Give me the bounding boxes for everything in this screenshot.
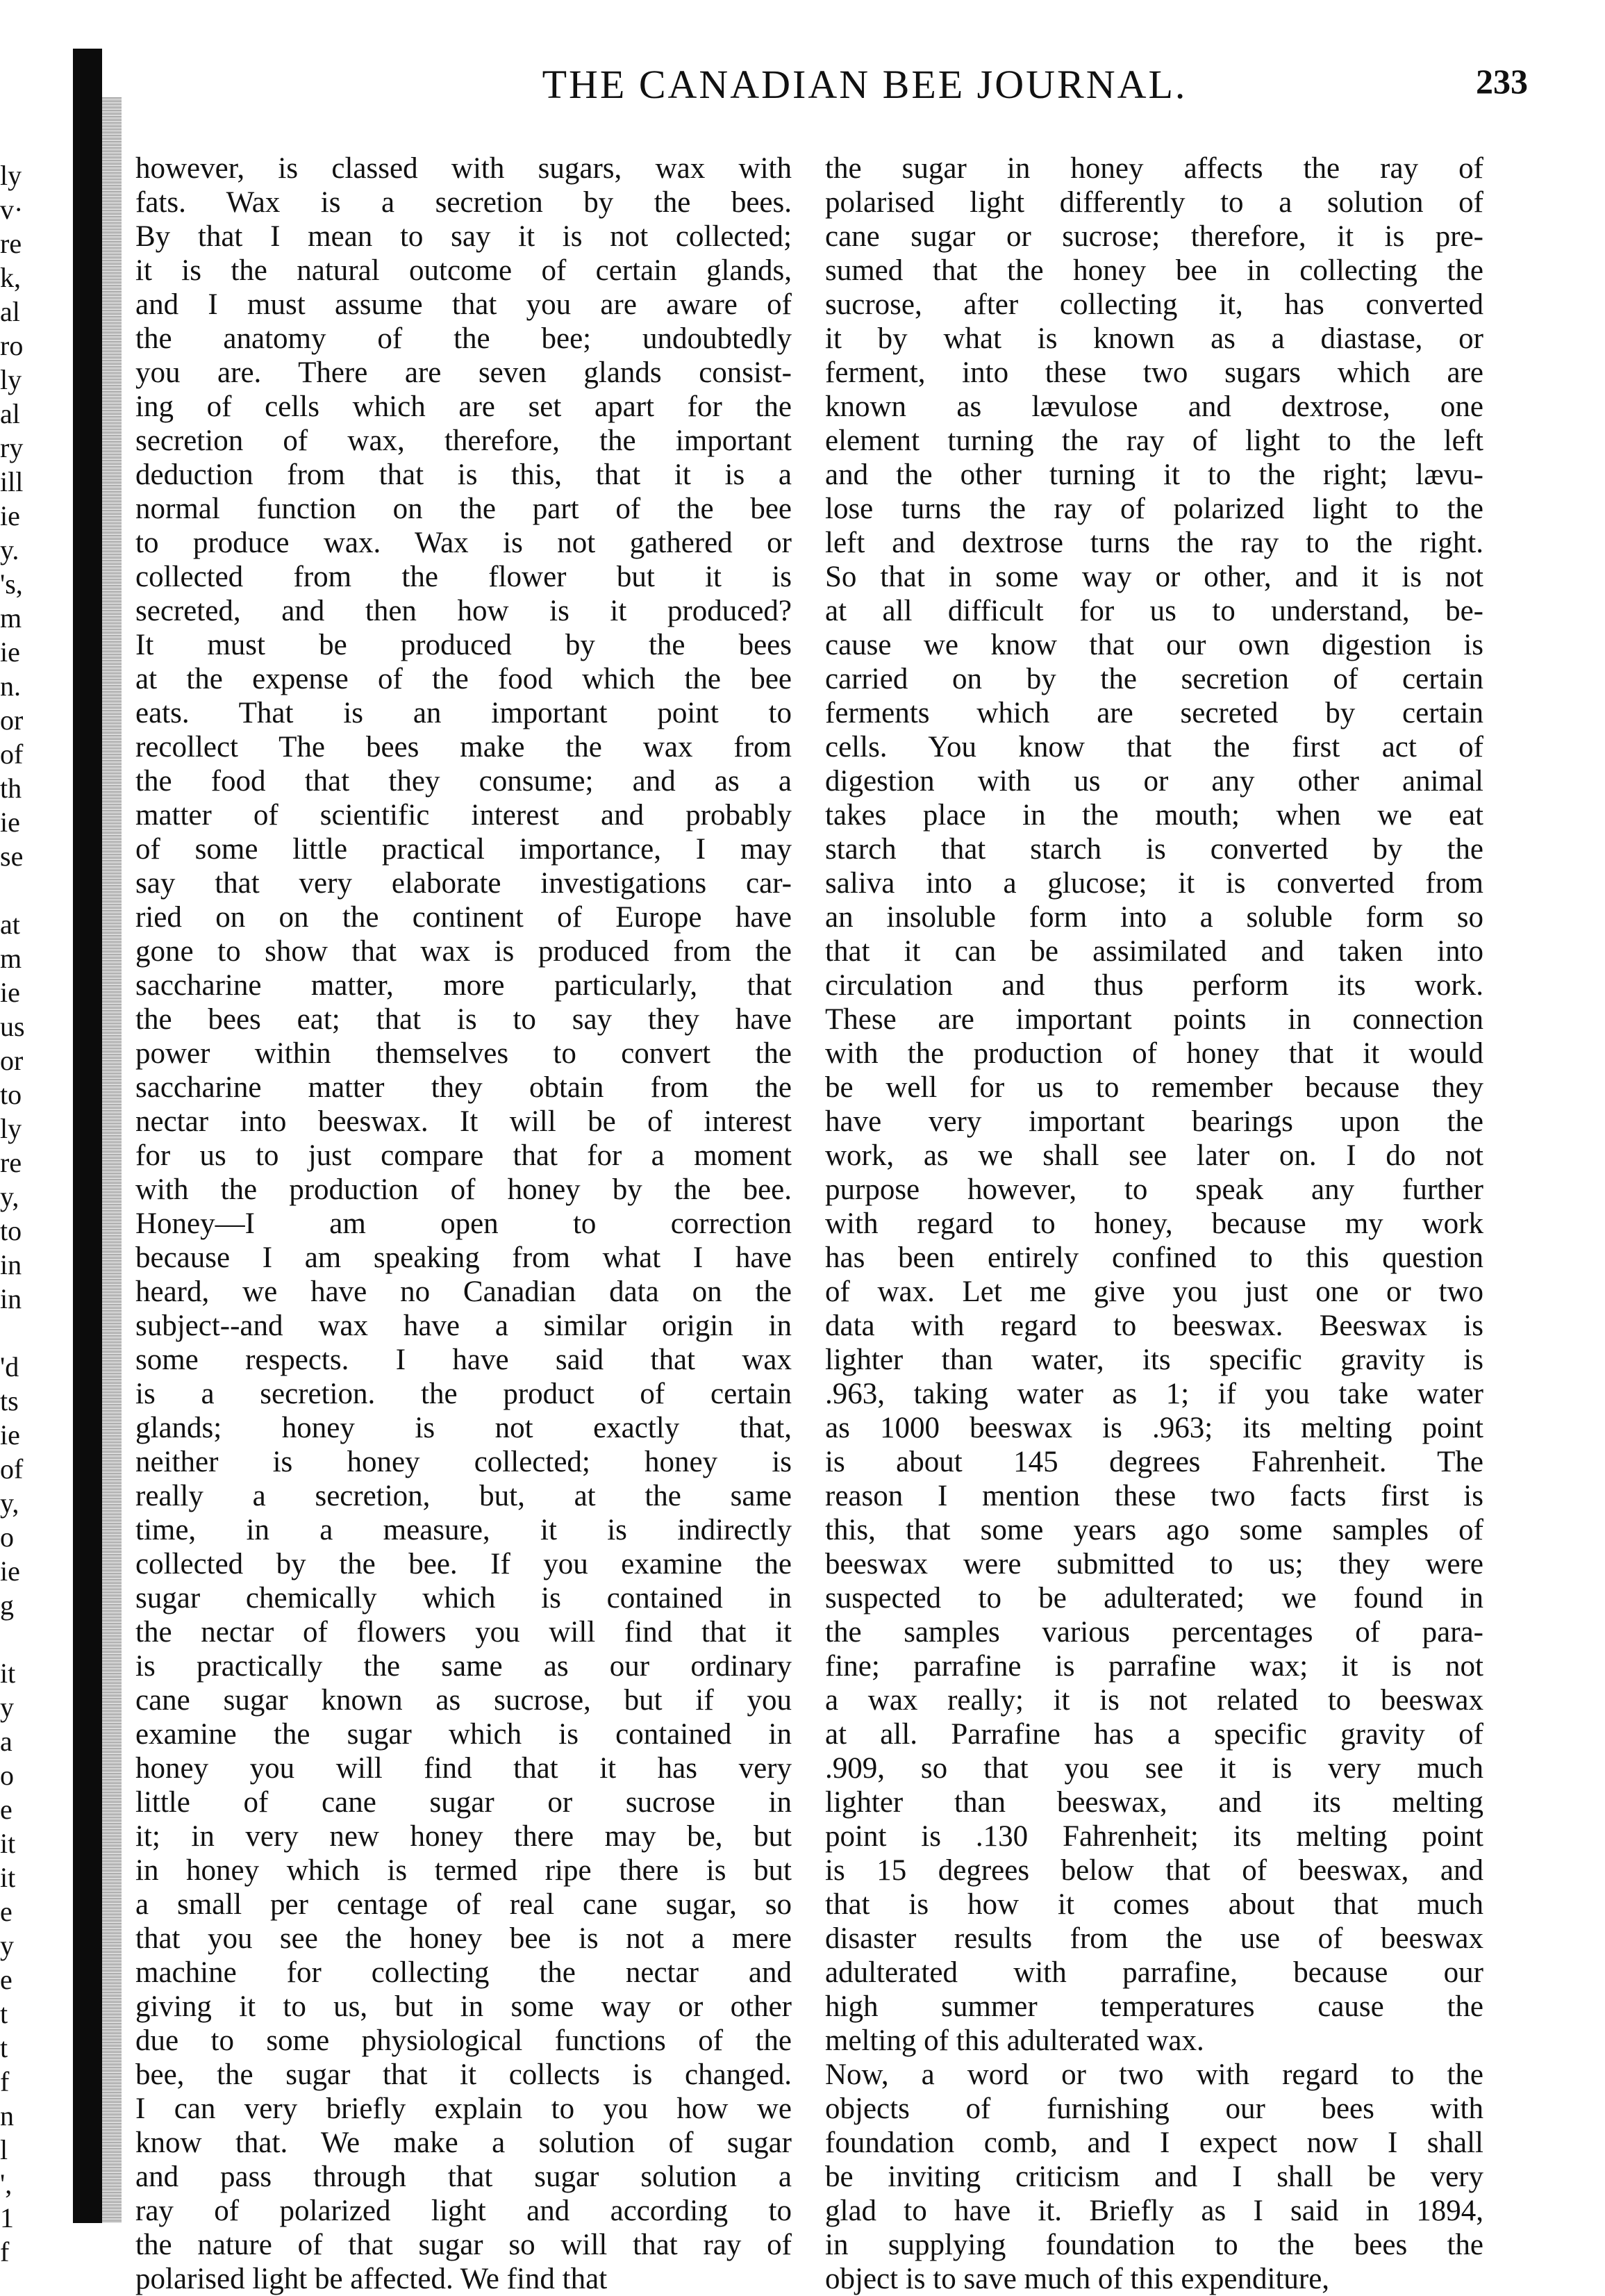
text-line: know that. We make a solution of sugar: [135, 2126, 792, 2159]
text-line: Now, a word or two with regard to the: [825, 2058, 1483, 2091]
text-line: sugar chemically which is contained in: [135, 1582, 792, 1614]
margin-fragment: or: [0, 704, 24, 736]
margin-fragment: o: [0, 1521, 14, 1553]
text-line: at all difficult for us to understand, be-: [825, 595, 1483, 627]
text-line: is 15 degrees below that of beeswax, and: [825, 1854, 1483, 1887]
page-header: [125, 61, 1528, 117]
text-line: with the production of honey by the bee.: [135, 1173, 792, 1206]
previous-page-margin-fragments: [0, 158, 69, 2269]
margin-fragment: g: [0, 1589, 14, 1621]
text-line: have very important bearings upon the: [825, 1105, 1483, 1138]
running-head: THE CANADIAN BEE JOURNAL.: [542, 62, 1188, 107]
text-line: due to some physiological functions of the: [135, 2024, 792, 2057]
margin-fragment: ry: [0, 432, 24, 463]
text-line: takes place in the mouth; when we eat: [825, 799, 1483, 832]
text-line: as 1000 beeswax is .963; its melting point: [825, 1412, 1483, 1444]
text-line: .963, taking water as 1; if you take water: [825, 1378, 1483, 1410]
page-number: 233: [1476, 62, 1528, 101]
text-line: saccharine matter, more particularly, that: [135, 969, 792, 1002]
margin-fragment: ie: [0, 1419, 20, 1451]
text-line: reason I mention these two facts first is: [825, 1480, 1483, 1512]
margin-fragment: e: [0, 1794, 13, 1825]
text-line: matter of scientific interest and probably: [135, 799, 792, 832]
text-line: the bees eat; that is to say they have: [135, 1003, 792, 1036]
text-line: because I am speaking from what I have: [135, 1241, 792, 1274]
text-line: element turning the ray of light to the left: [825, 424, 1483, 457]
text-line: foundation comb, and I expect now I shall: [825, 2126, 1483, 2159]
text-line: the nature of that sugar so will that ray of: [135, 2229, 792, 2261]
text-line: I can very briefly explain to you how we: [135, 2092, 792, 2125]
text-line: melting of this adulterated wax.: [825, 2024, 1204, 2057]
text-line: normal function on the part of the bee: [135, 493, 792, 525]
margin-fragment: ',: [0, 2168, 13, 2199]
text-line: object is to save much of this expenditure,: [825, 2263, 1330, 2295]
text-line: circulation and thus perform its work.: [825, 969, 1483, 1002]
text-line: be inviting criticism and I shall be very: [825, 2161, 1483, 2193]
margin-fragment: y.: [0, 534, 19, 565]
text-line: it is the natural outcome of certain glands,: [135, 254, 792, 287]
text-line: objects of furnishing our bees with: [825, 2092, 1483, 2125]
text-line: nectar into beeswax. It will be of interest: [135, 1105, 792, 1138]
text-line: for us to just compare that for a moment: [135, 1139, 792, 1172]
margin-fragment: to: [0, 1079, 22, 1110]
text-line: say that very elaborate investigations car-: [135, 867, 792, 900]
left-text-column: [135, 151, 792, 2296]
margin-fragment: ly: [0, 364, 22, 395]
text-line: that is how it comes about that much: [825, 1888, 1483, 1921]
text-line: really a secretion, but, at the same: [135, 1480, 792, 1512]
text-line: gone to show that wax is produced from the: [135, 935, 792, 968]
text-line: power within themselves to convert the: [135, 1037, 792, 1070]
text-line: is practically the same as our ordinary: [135, 1650, 792, 1683]
text-line: bee, the sugar that it collects is changed.: [135, 2058, 792, 2091]
margin-fragment: at: [0, 909, 20, 940]
text-line: ried on on the continent of Europe have: [135, 901, 792, 934]
margin-fragment: it: [0, 1658, 16, 1689]
text-line: of wax. Let me give you just one or two: [825, 1275, 1483, 1308]
margin-fragment: v·: [0, 194, 24, 225]
margin-fragment: [0, 1622, 69, 1656]
text-line: high summer temperatures cause the: [825, 1990, 1483, 2023]
margin-fragment: us: [0, 1011, 25, 1042]
text-line: and pass through that sugar solution a: [135, 2161, 792, 2193]
text-line: secretion of wax, therefore, the important: [135, 424, 792, 457]
text-line: saccharine matter they obtain from the: [135, 1071, 792, 1104]
text-line: So that in some way or other, and it is not: [825, 561, 1483, 593]
text-line: that it can be assimilated and taken into: [825, 935, 1483, 968]
text-line: lighter than beeswax, and its melting: [825, 1786, 1483, 1819]
margin-fragment: al: [0, 398, 20, 429]
text-line: fine; parrafine is parrafine wax; it is not: [825, 1650, 1483, 1683]
margin-fragment: of: [0, 1453, 24, 1485]
margin-fragment: k,: [0, 262, 21, 293]
margin-fragment: n.: [0, 670, 21, 702]
text-line: neither is honey collected; honey is: [135, 1446, 792, 1478]
margin-fragment: f: [0, 2066, 10, 2097]
binding-edge: [102, 97, 122, 2223]
margin-fragment: ill: [0, 466, 24, 497]
text-line: polarised light differently to a solution of: [825, 186, 1483, 219]
text-line: and I must assume that you are aware of: [135, 288, 792, 321]
margin-fragment: al: [0, 296, 20, 327]
text-line: an insoluble form into a soluble form so: [825, 901, 1483, 934]
margin-fragment: a: [0, 1726, 13, 1757]
text-line: purpose however, to speak any further: [825, 1173, 1483, 1206]
text-line: left and dextrose turns the ray to the right.: [825, 527, 1483, 559]
text-line: the sugar in honey affects the ray of: [825, 152, 1483, 185]
margin-fragment: to: [0, 1215, 22, 1246]
text-line: Honey—I am open to correction: [135, 1207, 792, 1240]
text-line: subject--and wax have a similar origin in: [135, 1310, 792, 1342]
text-line: time, in a measure, it is indirectly: [135, 1514, 792, 1546]
text-line: heard, we have no Canadian data on the: [135, 1275, 792, 1308]
margin-fragment: 'd: [0, 1351, 19, 1382]
text-line: with regard to honey, because my work: [825, 1207, 1483, 1240]
text-line: secreted, and then how is it produced?: [135, 595, 792, 627]
text-line: machine for collecting the nectar and: [135, 1956, 792, 1989]
text-line: has been entirely confined to this question: [825, 1241, 1483, 1274]
margin-fragment: ie: [0, 807, 20, 838]
text-line: cane sugar or sucrose; therefore, it is pre-: [825, 220, 1483, 253]
text-line: disaster results from the use of beeswax: [825, 1922, 1483, 1955]
text-line: examine the sugar which is contained in: [135, 1718, 792, 1751]
margin-fragment: m: [0, 602, 22, 634]
text-line: be well for us to remember because they: [825, 1071, 1483, 1104]
text-line: giving it to us, but in some way or other: [135, 1990, 792, 2023]
margin-fragment: ro: [0, 330, 24, 361]
text-line: this, that some years ago some samples of: [825, 1514, 1483, 1546]
margin-fragment: e: [0, 1964, 13, 1995]
text-line: it; in very new honey there may be, but: [135, 1820, 792, 1853]
margin-fragment: ly: [0, 1113, 22, 1144]
margin-fragment: n: [0, 2100, 14, 2131]
margin-fragment: it: [0, 1862, 16, 1893]
text-line: a small per centage of real cane sugar, so: [135, 1888, 792, 1921]
margin-fragment: t: [0, 2032, 8, 2063]
text-line: data with regard to beeswax. Beeswax is: [825, 1310, 1483, 1342]
text-line: glands; honey is not exactly that,: [135, 1412, 792, 1444]
text-line: suspected to be adulterated; we found in: [825, 1582, 1483, 1614]
text-line: glad to have it. Briefly as I said in 1894,: [825, 2195, 1483, 2227]
text-line: ferment, into these two sugars which are: [825, 356, 1483, 389]
right-text-column: [825, 151, 1483, 2296]
text-line: sucrose, after collecting it, has converted: [825, 288, 1483, 321]
text-line: lose turns the ray of polarized light to the: [825, 493, 1483, 525]
text-line: and the other turning it to the right; lævu-: [825, 459, 1483, 491]
text-line: saliva into a glucose; it is converted from: [825, 867, 1483, 900]
text-line: polarised light be affected. We find that: [135, 2263, 608, 2295]
text-line: collected from the flower but it is: [135, 561, 792, 593]
text-line: in supplying foundation to the bees the: [825, 2229, 1483, 2261]
text-line: carried on by the secretion of certain: [825, 663, 1483, 695]
text-line: fats. Wax is a secretion by the bees.: [135, 186, 792, 219]
margin-fragment: [0, 873, 69, 907]
margin-fragment: ie: [0, 1555, 20, 1587]
margin-fragment: l: [0, 2134, 8, 2165]
margin-fragment: ts: [0, 1385, 19, 1417]
text-line: with the production of honey that it would: [825, 1037, 1483, 1070]
margin-fragment: in: [0, 1249, 22, 1280]
margin-fragment: m: [0, 943, 22, 974]
text-line: little of cane sugar or sucrose in: [135, 1786, 792, 1819]
text-line: the anatomy of the bee; undoubtedly: [135, 322, 792, 355]
margin-fragment: in: [0, 1283, 22, 1314]
text-line: the samples various percentages of para-: [825, 1616, 1483, 1649]
text-line: the nectar of flowers you will find that it: [135, 1616, 792, 1649]
margin-fragment: t: [0, 1998, 8, 2029]
margin-fragment: ie: [0, 977, 20, 1008]
margin-fragment: [0, 1316, 69, 1350]
margin-fragment: re: [0, 228, 22, 259]
text-line: at all. Parrafine has a specific gravity of: [825, 1718, 1483, 1751]
text-line: By that I mean to say it is not collected;: [135, 220, 792, 253]
margin-fragment: it: [0, 1828, 16, 1859]
margin-fragment: e: [0, 1896, 13, 1927]
text-line: to produce wax. Wax is not gathered or: [135, 527, 792, 559]
margin-fragment: or: [0, 1045, 24, 1076]
text-line: known as lævulose and dextrose, one: [825, 390, 1483, 423]
text-line: cane sugar known as sucrose, but if you: [135, 1684, 792, 1717]
text-line: the food that they consume; and as a: [135, 765, 792, 798]
margin-fragment: ie: [0, 636, 20, 668]
margin-fragment: f: [0, 2236, 10, 2268]
text-line: a wax really; it is not related to beeswax: [825, 1684, 1483, 1717]
text-line: .909, so that you see it is very much: [825, 1752, 1483, 1785]
text-line: it by what is known as a diastase, or: [825, 322, 1483, 355]
text-line: starch that starch is converted by the: [825, 833, 1483, 866]
margin-fragment: y: [0, 1692, 14, 1723]
binding-shadow: [73, 49, 102, 2223]
text-line: at the expense of the food which the bee: [135, 663, 792, 695]
text-line: collected by the bee. If you examine the: [135, 1548, 792, 1580]
text-line: point is .130 Fahrenheit; its melting point: [825, 1820, 1483, 1853]
margin-fragment: 1: [0, 2202, 14, 2233]
margin-fragment: of: [0, 738, 24, 770]
margin-fragment: re: [0, 1147, 22, 1178]
text-line: in honey which is termed ripe there is but: [135, 1854, 792, 1887]
text-line: is about 145 degrees Fahrenheit. The: [825, 1446, 1483, 1478]
text-line: adulterated with parrafine, because our: [825, 1956, 1483, 1989]
margin-fragment: se: [0, 841, 24, 872]
text-line: digestion with us or any other animal: [825, 765, 1483, 798]
margin-fragment: o: [0, 1760, 14, 1791]
text-line: beeswax were submitted to us; they were: [825, 1548, 1483, 1580]
text-line: is a secretion. the product of certain: [135, 1378, 792, 1410]
margin-fragment: ly: [0, 160, 22, 191]
text-line: recollect The bees make the wax from: [135, 731, 792, 763]
text-line: you are. There are seven glands consist-: [135, 356, 792, 389]
margin-fragment: th: [0, 773, 22, 804]
margin-fragment: ie: [0, 500, 20, 531]
text-line: of some little practical importance, I may: [135, 833, 792, 866]
text-line: however, is classed with sugars, wax with: [135, 152, 792, 185]
text-line: that you see the honey bee is not a mere: [135, 1922, 792, 1955]
text-line: These are important points in connection: [825, 1003, 1483, 1036]
margin-fragment: y,: [0, 1487, 19, 1519]
text-line: deduction from that is this, that it is a: [135, 459, 792, 491]
text-line: eats. That is an important point to: [135, 697, 792, 729]
text-line: It must be produced by the bees: [135, 629, 792, 661]
text-line: ferments which are secreted by certain: [825, 697, 1483, 729]
text-line: some respects. I have said that wax: [135, 1344, 792, 1376]
text-line: sumed that the honey bee in collecting the: [825, 254, 1483, 287]
margin-fragment: y: [0, 1930, 14, 1961]
text-line: work, as we shall see later on. I do not: [825, 1139, 1483, 1172]
text-line: lighter than water, its specific gravity is: [825, 1344, 1483, 1376]
margin-fragment: 's,: [0, 568, 23, 600]
text-line: honey you will find that it has very: [135, 1752, 792, 1785]
margin-fragment: y,: [0, 1181, 19, 1212]
text-line: ing of cells which are set apart for the: [135, 390, 792, 423]
text-line: ray of polarized light and according to: [135, 2195, 792, 2227]
text-line: cells. You know that the first act of: [825, 731, 1483, 763]
text-line: cause we know that our own digestion is: [825, 629, 1483, 661]
